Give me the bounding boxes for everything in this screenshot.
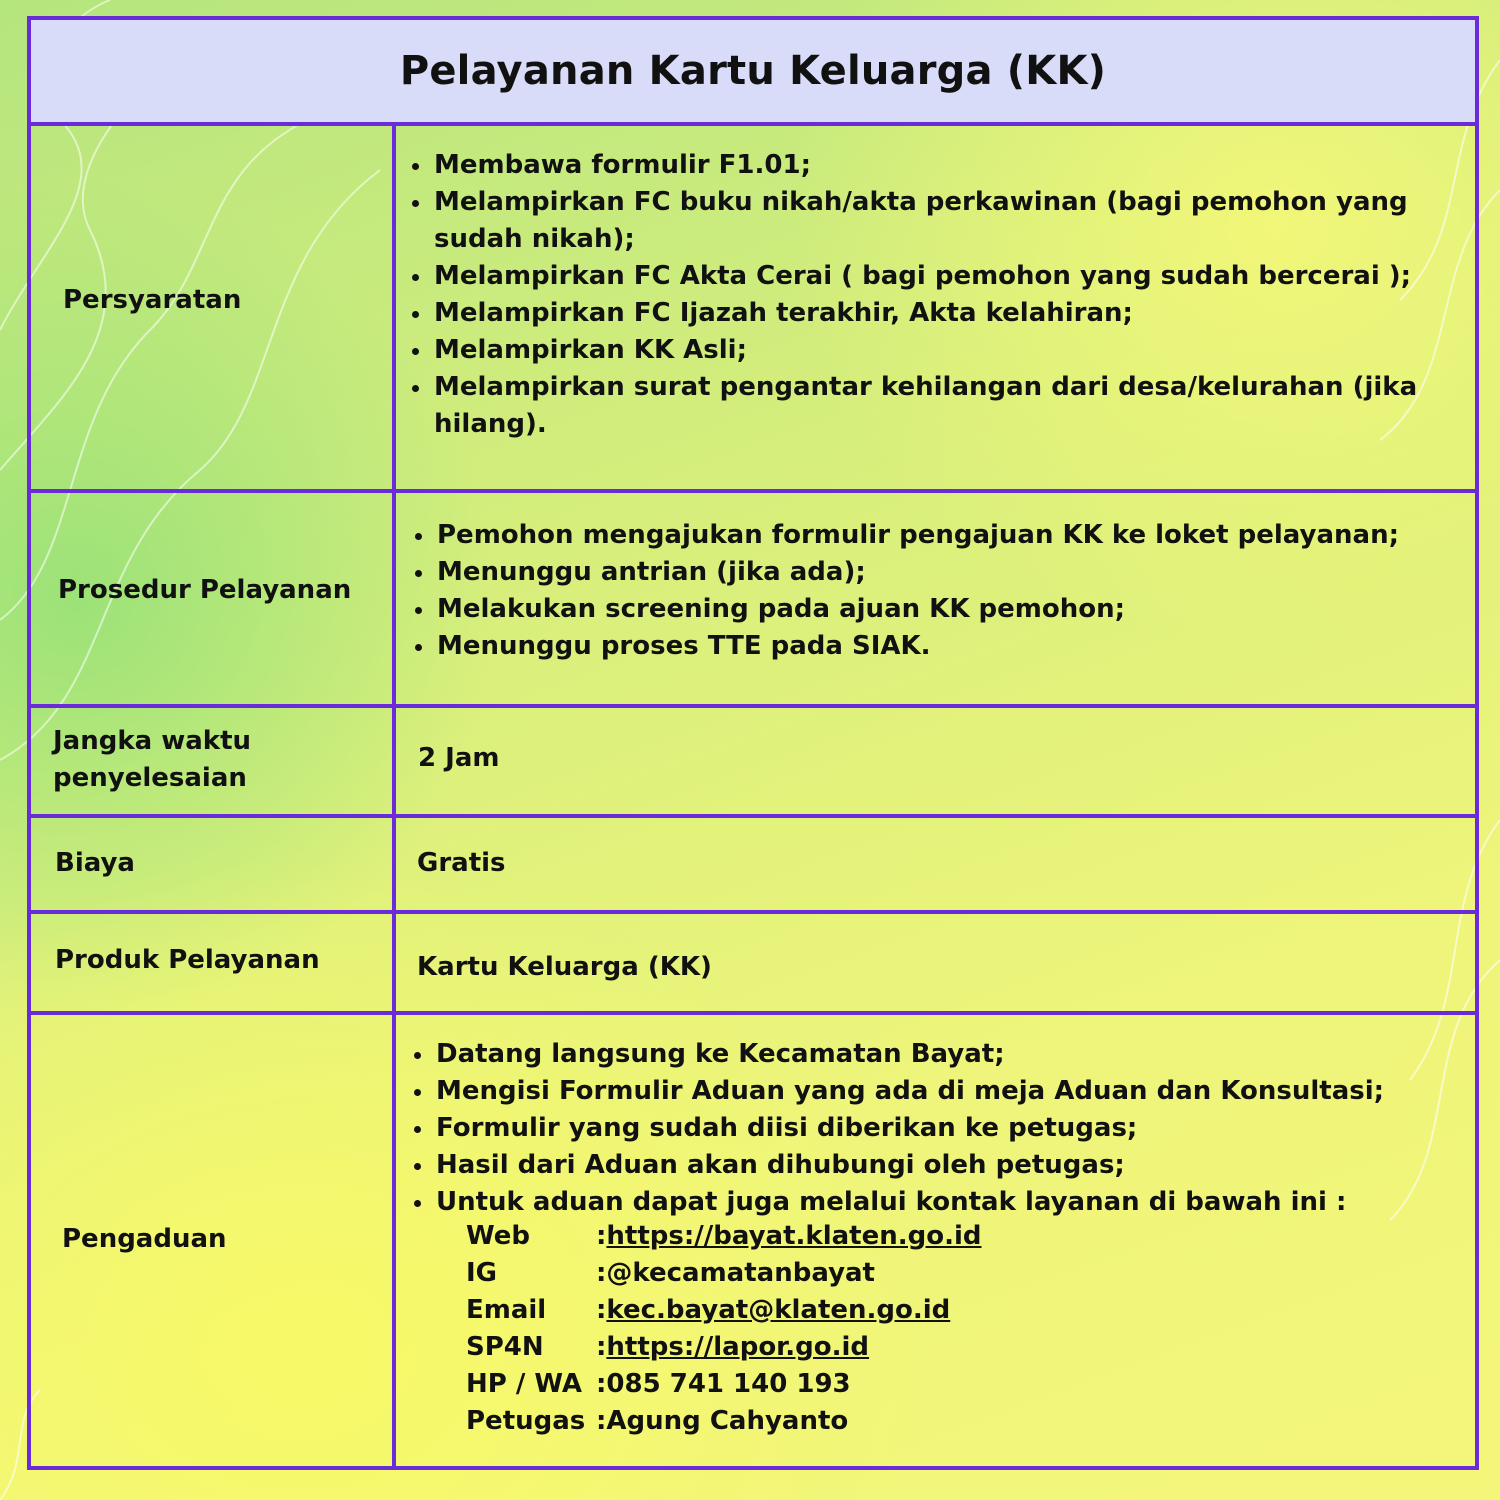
web-link[interactable]: https://bayat.klaten.go.id	[606, 1221, 982, 1251]
row-label-prosedur: Prosedur Pelayanan	[58, 575, 352, 605]
contact-sep: :	[596, 1295, 607, 1325]
contact-sep: :	[596, 1369, 607, 1399]
row-divider	[31, 704, 1475, 708]
list-item: Melakukan screening pada ajuan KK pemohon;	[413, 591, 1453, 628]
contact-key: Petugas	[466, 1406, 586, 1436]
officer-name: Agung Cahyanto	[606, 1406, 849, 1436]
email-link[interactable]: kec.bayat@klaten.go.id	[606, 1295, 951, 1325]
list-item: Mengisi Formulir Aduan yang ada di meja Aduan dan Konsultasi;	[412, 1073, 1452, 1110]
row-divider	[31, 814, 1475, 818]
row-divider	[31, 489, 1475, 493]
list-item: Melampirkan FC Ijazah terakhir, Akta kelahiran;	[410, 295, 1430, 332]
label-line: Jangka waktu	[53, 726, 252, 756]
list-item: Hasil dari Aduan akan dihubungi oleh petugas;	[412, 1147, 1452, 1184]
contact-sep: :	[596, 1221, 607, 1251]
row-label-jangka-waktu	[53, 723, 251, 797]
list-item: Melampirkan FC buku nikah/akta perkawinan (bagi pemohon yang sudah nikah);	[410, 184, 1430, 258]
contact-row-email	[466, 1292, 981, 1329]
list-item: Menunggu proses TTE pada SIAK.	[413, 628, 1453, 665]
list-item: Menunggu antrian (jika ada);	[413, 554, 1453, 591]
list-item: Datang langsung ke Kecamatan Bayat;	[412, 1036, 1452, 1073]
contact-key: Email	[466, 1295, 547, 1325]
row-divider	[31, 910, 1475, 914]
contact-row-hp-wa	[466, 1366, 981, 1403]
contact-key: SP4N	[466, 1332, 544, 1362]
contact-row-ig	[466, 1255, 981, 1292]
row-label-persyaratan: Persyaratan	[63, 285, 242, 315]
list-item: Formulir yang sudah diisi diberikan ke petugas;	[412, 1110, 1452, 1147]
contact-row-web	[466, 1218, 981, 1255]
list-item: Untuk aduan dapat juga melalui kontak layanan di bawah ini :	[412, 1184, 1452, 1221]
contact-sep: :	[596, 1332, 607, 1362]
contact-sep: :	[596, 1406, 607, 1436]
contact-key: HP / WA	[466, 1369, 583, 1399]
list-item: Pemohon mengajukan formulir pengajuan KK ke loket pelayanan;	[413, 517, 1453, 554]
row-label-biaya: Biaya	[55, 848, 135, 878]
contact-list	[466, 1218, 981, 1440]
contact-row-sp4n	[466, 1329, 981, 1366]
ig-handle: @kecamatanbayat	[606, 1258, 875, 1288]
produk-value: Kartu Keluarga (KK)	[417, 952, 712, 982]
row-label-produk: Produk Pelayanan	[55, 945, 320, 975]
row-label-pengaduan: Pengaduan	[62, 1224, 227, 1254]
label-line: penyelesaian	[53, 763, 247, 793]
jangka-waktu-value: 2 Jam	[418, 743, 500, 773]
phone-number: 085 741 140 193	[606, 1369, 851, 1399]
list-item: Melampirkan FC Akta Cerai ( bagi pemohon yang sudah bercerai );	[410, 258, 1430, 295]
sp4n-link[interactable]: https://lapor.go.id	[606, 1332, 870, 1362]
row-divider	[31, 1011, 1475, 1015]
list-item: Melampirkan KK Asli;	[410, 332, 1430, 369]
prosedur-list	[413, 517, 1453, 665]
contact-sep: :	[596, 1258, 607, 1288]
contact-key: Web	[466, 1221, 530, 1251]
biaya-value: Gratis	[417, 848, 506, 878]
service-info-table	[27, 16, 1479, 1470]
contact-row-petugas	[466, 1403, 981, 1440]
list-item: Membawa formulir F1.01;	[410, 147, 1430, 184]
persyaratan-list	[410, 147, 1430, 443]
contact-key: IG	[466, 1258, 498, 1288]
pengaduan-list	[412, 1036, 1452, 1221]
column-divider	[392, 126, 396, 1470]
title-bar	[31, 20, 1475, 126]
page-title: Pelayanan Kartu Keluarga (KK)	[399, 48, 1107, 94]
list-item: Melampirkan surat pengantar kehilangan dari desa/kelurahan (jika hilang).	[410, 369, 1430, 443]
